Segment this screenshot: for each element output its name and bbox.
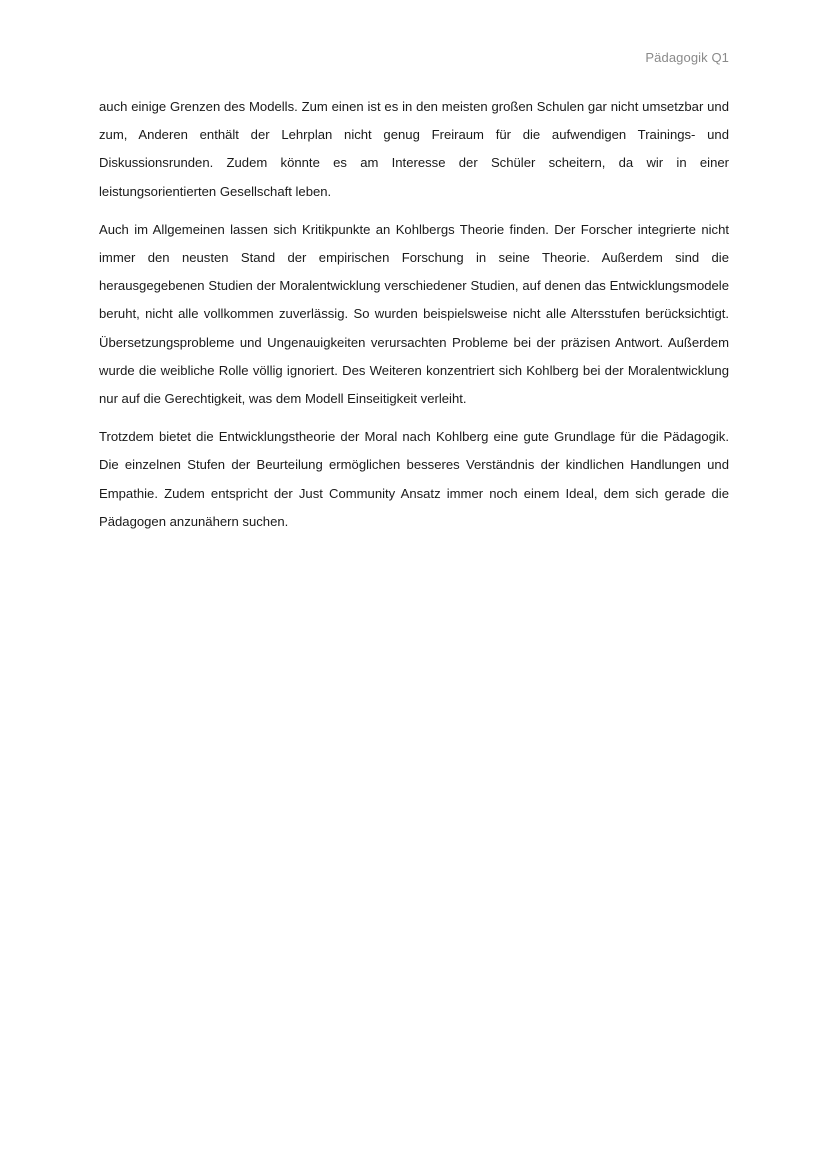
page-header-title: Pädagogik Q1 (645, 50, 729, 65)
paragraph-fazit: Trotzdem bietet die Entwicklungstheorie der Moral nach Kohlberg eine gute Grundlage für die Pädagogik. Die einzelnen Stufen der Beurteilung ermöglichen besseres Verständnis der kindlichen Handlungen und Empathie. Zudem entspricht der Just Community Ansatz immer noch einem Ideal, dem sich gerade die Pädagogen anzunähern suchen. (99, 429, 729, 529)
paragraph-grenzen-des-modells: auch einige Grenzen des Modells. Zum einen ist es in den meisten großen Schulen gar nicht umsetzbar und zum, Anderen enthält der Lehrplan nicht genug Freiraum für die aufwendigen Trainings- und Diskussionsrunden. Zudem könnte es am Interesse der Schüler scheitern, da wir in einer leistungsorientierten Gesellschaft leben. (99, 99, 729, 199)
document-body (99, 93, 729, 546)
paragraph-kritikpunkte: Auch im Allgemeinen lassen sich Kritikpunkte an Kohlbergs Theorie finden. Der Forscher integrierte nicht immer den neusten Stand der empirischen Forschung in seine Theorie. Außerdem sind die herausgegebenen Studien der Moralentwicklung verschiedener Studien, auf denen das Entwicklungsmodele beruht, nicht alle vollkommen zuverlässig. So wurden beispielsweise nicht alle Altersstufen berücksichtigt. Übersetzungsprobleme und Ungenauigkeiten verursachten Probleme bei der präzisen Antwort. Außerdem wurde die weibliche Rolle völlig ignoriert. Des Weiteren konzentriert sich Kohlberg bei der Moralentwicklung nur auf die Gerechtigkeit, was dem Modell Einseitigkeit verleiht. (99, 221, 729, 407)
